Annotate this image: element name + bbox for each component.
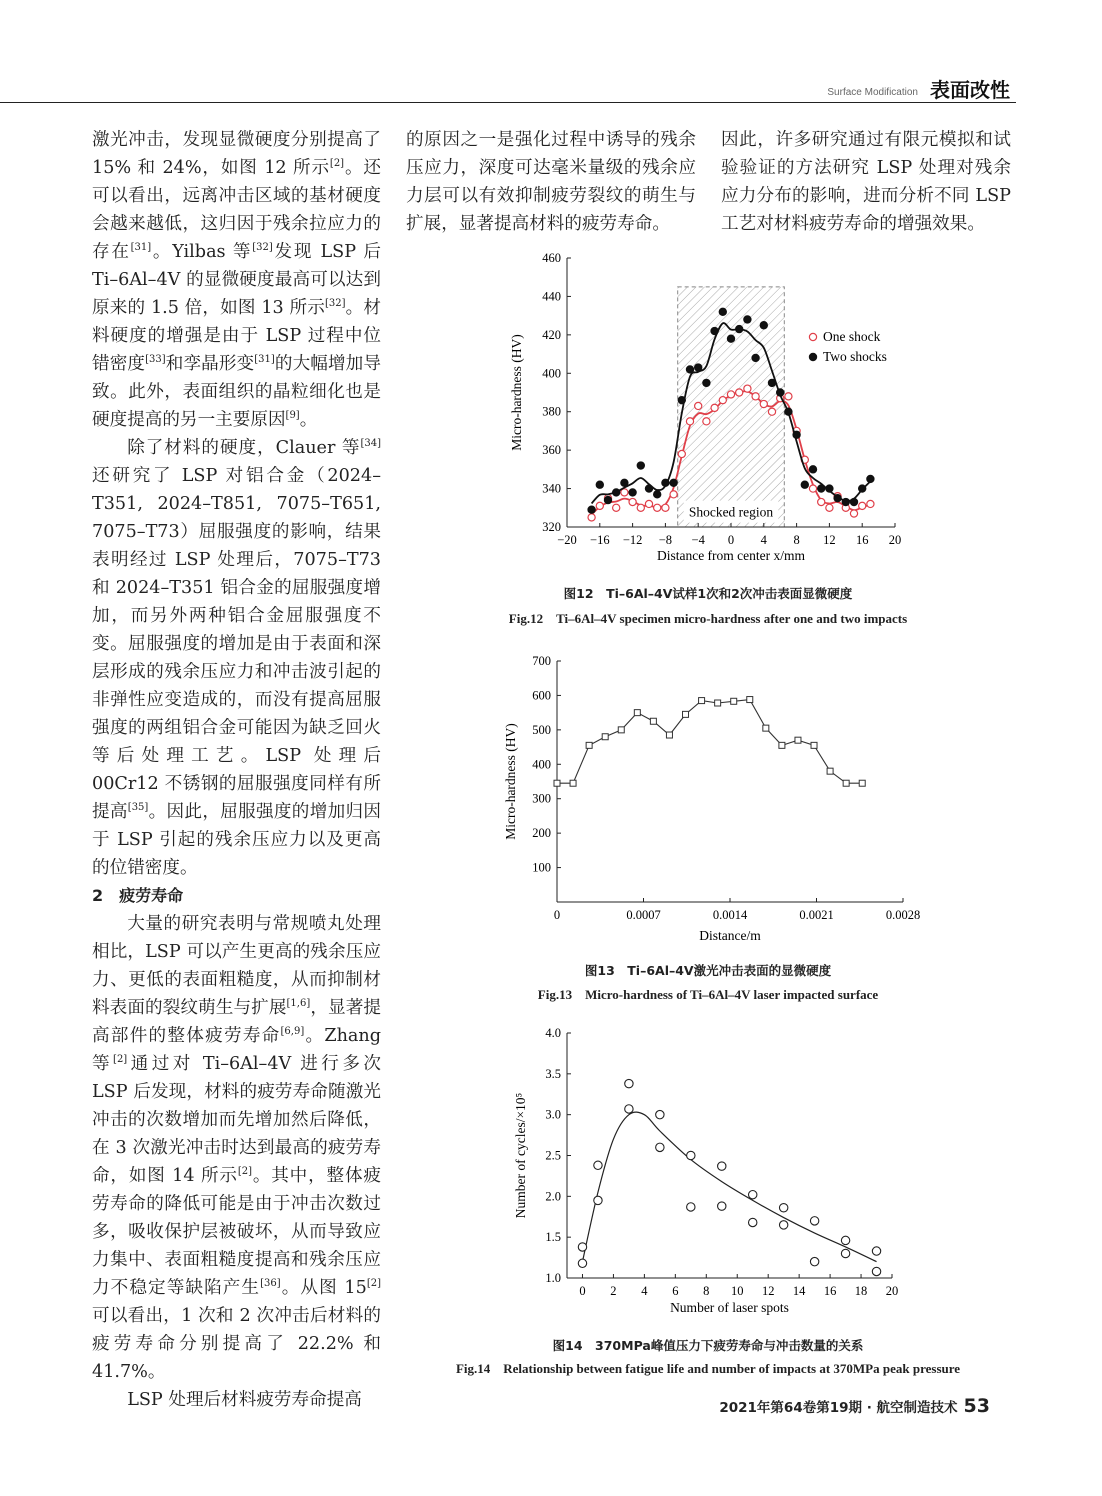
- data-point: [637, 462, 644, 469]
- data-point: [637, 504, 644, 511]
- data-point: [634, 710, 640, 716]
- data-point: [842, 498, 849, 505]
- page-footer: [719, 1395, 990, 1417]
- data-point: [818, 498, 825, 505]
- data-point: [872, 1247, 880, 1255]
- legend-marker: [809, 333, 816, 340]
- legend-label: Two shocks: [823, 349, 887, 364]
- data-point: [670, 479, 677, 486]
- data-point: [841, 1249, 849, 1257]
- figure-14-caption-en: Fig.14 Relationship between fatigue life and number of impacts at 370MPa peak pressure: [455, 1361, 961, 1376]
- y-tick-label: 2.0: [545, 1189, 561, 1204]
- data-point: [810, 1257, 818, 1265]
- data-point: [703, 379, 710, 386]
- paragraph-3: 大量的研究表明与常规喷丸处理相比，LSP 可以产生更高的残余压应力、更低的表面粗糙度，从而抑制材料表面的裂纹萌生与扩展[1,6]，显著提高部件的整体疲劳寿命[6,9]。Zhang 等[2]通过对 Ti–6Al–4V 进行多次 LSP 后发现，材料的疲劳寿命随激光冲击的次数增加而先增加然后降低，在 3 次激光冲击时达到最高的疲劳寿命，如图 14 所示[2]。其中，整体疲劳寿命的降低可能是由于冲击次数过多，吸收保护层被破坏，从而导致应力集中、表面粗糙度提高和残余压应力不稳定等缺陷产生[36]。从图 15[2]可以看出，1 次和 2 次冲击后材料的疲劳寿命分别提高了 22.2% 和 41.7%。: [92, 914, 381, 1382]
- data-point: [779, 742, 785, 748]
- data-point: [768, 408, 775, 415]
- x-tick-label: −20: [557, 533, 577, 547]
- data-point: [826, 504, 833, 511]
- y-tick-label: 2.5: [545, 1148, 561, 1163]
- x-tick-label: 12: [761, 1284, 775, 1298]
- data-point: [625, 1105, 633, 1113]
- data-point: [834, 495, 841, 502]
- data-point: [666, 732, 672, 738]
- data-point: [809, 485, 816, 492]
- x-tick-label: 0.0007: [626, 908, 661, 922]
- data-point: [867, 500, 874, 507]
- data-point: [801, 481, 808, 488]
- x-tick-label: 4: [641, 1284, 648, 1298]
- data-point: [826, 485, 833, 492]
- text-column-1: [92, 126, 381, 1414]
- data-point: [596, 502, 603, 509]
- data-point: [719, 308, 726, 315]
- x-tick-label: 16: [823, 1284, 837, 1298]
- data-point: [554, 780, 560, 786]
- x-tick-label: 20: [885, 1284, 899, 1298]
- x-tick-label: 6: [672, 1284, 679, 1298]
- data-point: [779, 1204, 787, 1212]
- x-tick-label: 20: [888, 533, 902, 547]
- y-tick-label: 460: [542, 251, 561, 265]
- x-tick-label: 0.0014: [712, 908, 748, 922]
- figure-14-chart: [505, 1022, 915, 1322]
- data-point: [872, 1267, 880, 1275]
- data-point: [602, 734, 608, 740]
- data-point: [779, 1221, 787, 1229]
- data-point: [744, 385, 751, 392]
- data-point: [727, 335, 734, 342]
- data-point: [678, 450, 685, 457]
- data-point: [811, 742, 817, 748]
- data-point: [703, 418, 710, 425]
- data-point: [749, 1218, 757, 1226]
- data-point: [621, 479, 628, 486]
- data-point: [777, 389, 784, 396]
- data-point: [594, 1161, 602, 1169]
- header-rule: [0, 102, 1016, 103]
- y-tick-label: 360: [542, 443, 561, 458]
- data-point: [760, 322, 767, 329]
- data-point: [650, 718, 656, 724]
- paragraph-2: 除了材料的硬度，Clauer 等[34]还研究了 LSP 对铝合金（2024–T351, 2024–T851, 7075–T651, 7075–T73）屈服强度的影响，结果表明经过 LSP 处理后，7075–T73 和 2024–T351 铝合金的屈服强度增加，而另外两种铝合金屈服强度不变。屈服强度的增加是由于表面和深层形成的残余压应力和冲击波引起的非弹性应变造成的，而没有提高屈服强度的两组铝合金可能因为缺乏回火等后处理工艺。LSP 处理后 00Cr12 不锈钢的屈服强度同样有所提高[35]。因此，屈服强度的增加归因于 LSP 引起的残余压应力以及更高的位错密度。: [92, 438, 381, 878]
- data-point: [810, 1217, 818, 1225]
- x-tick-label: 8: [793, 533, 800, 547]
- data-point: [686, 418, 693, 425]
- series-line: [557, 700, 862, 784]
- legend-label: One shock: [823, 329, 881, 344]
- data-point: [588, 514, 595, 521]
- y-tick-label: 500: [532, 722, 551, 737]
- data-point: [827, 768, 833, 774]
- running-header-cn: 表面改性: [930, 78, 1010, 102]
- x-tick-label: 0.0021: [799, 908, 834, 922]
- figure-13-caption-en: Fig.13 Micro-hardness of Ti–6Al–4V laser impacted surface: [537, 987, 879, 1002]
- x-tick-label: 0: [579, 1284, 586, 1298]
- journal-info: 2021年第64卷第19期 · 航空制造技术: [719, 1400, 958, 1416]
- x-axis-label: Distance from center x/mm: [656, 548, 806, 563]
- y-tick-label: 700: [532, 654, 551, 668]
- data-point: [785, 393, 792, 400]
- x-tick-label: 12: [823, 533, 836, 547]
- y-tick-label: 3.0: [545, 1107, 561, 1122]
- data-point: [645, 500, 652, 507]
- data-point: [687, 1203, 695, 1211]
- figure-14-caption-cn: 图14 370MPa峰值压力下疲劳寿命与冲击数量的关系: [552, 1338, 864, 1353]
- data-point: [727, 391, 734, 398]
- data-point: [625, 1079, 633, 1087]
- data-point: [594, 1196, 602, 1204]
- y-axis-label: Number of cycles/×10⁵: [513, 1092, 528, 1219]
- data-point: [731, 698, 737, 704]
- data-point: [687, 1151, 695, 1159]
- data-point: [795, 737, 801, 743]
- data-point: [752, 393, 759, 400]
- data-point: [662, 504, 669, 511]
- x-tick-label: 14: [792, 1284, 806, 1298]
- x-tick-label: 0: [727, 533, 735, 547]
- data-point: [843, 780, 849, 786]
- data-point: [678, 397, 685, 404]
- data-point: [578, 1243, 586, 1251]
- data-point: [719, 397, 726, 404]
- y-tick-label: 400: [532, 757, 551, 772]
- legend-marker: [809, 353, 816, 360]
- page-number: 53: [963, 1395, 990, 1417]
- data-point: [768, 379, 775, 386]
- data-point: [763, 725, 769, 731]
- text-column-2: 的原因之一是强化过程中诱导的残余压应力，深度可达毫米量级的残余应力层可以有效抑制疲劳裂纹的萌生与扩展，显著提高材料的疲劳寿命。: [406, 130, 696, 234]
- data-point: [588, 506, 595, 513]
- data-point: [747, 697, 753, 703]
- data-point: [570, 780, 576, 786]
- figure-12-caption-cn: 图12 Ti–6Al–4V试样1次和2次冲击表面显微硬度: [563, 586, 853, 601]
- paragraph-4: LSP 处理后材料疲劳寿命提高: [127, 1390, 362, 1410]
- x-axis-label: Number of laser spots: [670, 1300, 789, 1315]
- figure-13-chart: [495, 650, 925, 955]
- x-axis-label: Distance/m: [699, 928, 761, 943]
- data-point: [809, 466, 816, 473]
- x-tick-label: −8: [658, 533, 673, 547]
- data-point: [752, 354, 759, 361]
- data-point: [596, 481, 603, 488]
- x-tick-label: −4: [691, 533, 705, 547]
- y-tick-label: 340: [542, 481, 561, 496]
- data-point: [695, 402, 702, 409]
- data-point: [818, 485, 825, 492]
- figure-13-caption-cn: 图13 Ti–6Al–4V激光冲击表面的显微硬度: [584, 963, 832, 978]
- y-tick-label: 420: [542, 327, 561, 342]
- data-point: [654, 504, 661, 511]
- section-heading: 2 疲劳寿命: [92, 886, 184, 905]
- data-point: [662, 479, 669, 486]
- text-column-3: 因此，许多研究通过有限元模拟和试验验证的方法研究 LSP 处理对残余应力分布的影响，进而分析不同 LSP 工艺对材料疲劳寿命的增强效果。: [721, 130, 1011, 234]
- data-point: [578, 1259, 586, 1267]
- y-tick-label: 440: [542, 289, 561, 304]
- y-tick-label: 200: [532, 826, 551, 841]
- x-tick-label: 0.0028: [885, 908, 921, 922]
- data-point: [760, 400, 767, 407]
- x-tick-label: 8: [703, 1284, 710, 1298]
- data-point: [695, 364, 702, 371]
- x-tick-label: 2: [610, 1284, 617, 1298]
- x-tick-label: 18: [854, 1284, 868, 1298]
- x-tick-label: −12: [622, 533, 643, 547]
- data-point: [613, 504, 620, 511]
- data-point: [683, 711, 689, 717]
- x-tick-label: 4: [760, 533, 767, 547]
- paragraph-1: 激光冲击，发现显微硬度分别提高了 15% 和 24%，如图 12 所示[2]。还可以看出，远离冲击区域的基材硬度会越来越低，这归因于残余拉应力的存在[31]。Yilbas 等[32]发现 LSP 后 Ti–6Al–4V 的显微硬度最高可以达到原来的 1.5 倍，如图 13 所示[32]。材料硬度的增强是由于 LSP 过程中位错密度[33]和孪晶形变[31]的大幅增加导致。此外，表面组织的晶粒细化也是硬度提高的另一主要原因[9]。: [92, 130, 381, 430]
- data-point: [749, 1191, 757, 1199]
- data-point: [718, 1202, 726, 1210]
- data-point: [613, 489, 620, 496]
- x-tick-label: 10: [730, 1284, 744, 1298]
- y-tick-label: 380: [542, 404, 561, 419]
- y-tick-label: 400: [542, 366, 561, 381]
- data-point: [586, 742, 592, 748]
- y-tick-label: 4.0: [545, 1026, 561, 1040]
- data-point: [670, 491, 677, 498]
- data-point: [859, 780, 865, 786]
- data-point: [699, 698, 705, 704]
- data-point: [656, 1143, 664, 1151]
- data-point: [850, 498, 857, 505]
- data-point: [715, 700, 721, 706]
- data-point: [859, 502, 866, 509]
- x-tick-label: 16: [855, 533, 869, 547]
- data-point: [618, 727, 624, 733]
- data-point: [711, 404, 718, 411]
- data-point: [736, 389, 743, 396]
- data-point: [629, 498, 636, 505]
- data-point: [850, 510, 857, 517]
- x-tick-label: 0: [553, 908, 561, 922]
- data-point: [604, 497, 611, 504]
- data-point: [841, 1236, 849, 1244]
- y-tick-label: 300: [532, 791, 551, 806]
- data-point: [859, 485, 866, 492]
- y-tick-label: 320: [542, 520, 561, 534]
- figure-12-caption-en: Fig.12 Ti–6Al–4V specimen micro-hardness after one and two impacts: [508, 611, 908, 626]
- data-point: [686, 366, 693, 373]
- data-point: [654, 491, 661, 498]
- y-axis-label: Micro-hardness (HV): [509, 334, 524, 451]
- data-point: [711, 327, 718, 334]
- data-point: [656, 1110, 664, 1118]
- data-point: [744, 316, 751, 323]
- data-point: [785, 408, 792, 415]
- y-tick-label: 3.5: [545, 1066, 561, 1081]
- y-tick-label: 1.0: [545, 1271, 561, 1285]
- data-point: [629, 489, 636, 496]
- y-tick-label: 600: [532, 688, 551, 703]
- figure-12-chart: [500, 245, 920, 580]
- y-tick-label: 100: [532, 860, 551, 875]
- data-point: [718, 1162, 726, 1170]
- running-header-en: Surface Modification: [827, 87, 918, 98]
- data-point: [867, 475, 874, 482]
- y-tick-label: 1.5: [545, 1230, 561, 1245]
- data-point: [645, 485, 652, 492]
- data-point: [736, 325, 743, 332]
- y-axis-label: Micro-hardness (HV): [503, 723, 518, 840]
- x-tick-label: −16: [590, 533, 610, 547]
- fit-curve: [582, 1112, 876, 1262]
- data-point: [793, 431, 800, 438]
- annotation-label: Shocked region: [688, 504, 774, 520]
